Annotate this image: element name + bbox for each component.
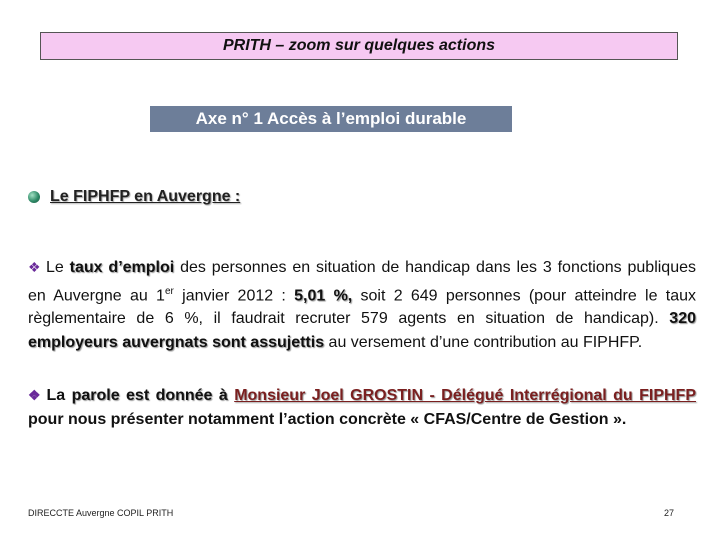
p1-sup: er <box>164 285 174 297</box>
p1-text-6: soit 2 649 personnes (pour atteindre le taux règlementaire de 6 %, il faudrait recruter 579 agents en situation de handicap). <box>28 286 697 328</box>
sphere-bullet-icon <box>28 191 40 203</box>
p1-text-4: janvier 2012 : <box>173 286 295 304</box>
p2-text-1: La <box>46 387 72 404</box>
p1-text-2: taux d’emploi <box>69 259 175 276</box>
p2-text-4: pour nous présenter notamment l’action concrète « CFAS/Centre de Gestion ». <box>28 410 627 428</box>
footer-source: DIRECCTE Auvergne COPIL PRITH <box>28 508 174 518</box>
paragraph-parole <box>28 384 696 431</box>
axe-heading: Axe n° 1 Accès à l’emploi durable <box>195 109 467 128</box>
slide-title: PRITH – zoom sur quelques actions <box>222 37 496 54</box>
slide-title-box <box>40 32 678 60</box>
p1-text-5: 5,01 %, <box>294 286 353 304</box>
axe-heading-box <box>150 106 512 132</box>
paragraph-taux-emploi <box>28 256 696 354</box>
diamond-bullet-icon: ❖ <box>28 259 42 275</box>
p2-text-3: Monsieur Joel GROSTIN - Délégué Interrégional du FIPHFP <box>234 387 696 404</box>
p1-text-3: des personnes en situation de handicap dans les 3 fonctions publiques en Auvergne au 1 <box>28 259 697 304</box>
page-number: 27 <box>664 508 675 518</box>
section-heading-label: Le FIPHFP en Auvergne : <box>50 188 241 205</box>
diamond-bullet-icon: ❖ <box>28 387 43 403</box>
p1-text-1: Le <box>45 259 70 276</box>
p1-text-8: au versement d’une contribution au FIPHFP. <box>324 333 643 351</box>
p1-text-7: 320 employeurs auvergnats sont assujettis <box>28 310 696 351</box>
p2-text-2: parole est donnée à <box>71 387 235 404</box>
section-heading <box>28 188 240 206</box>
